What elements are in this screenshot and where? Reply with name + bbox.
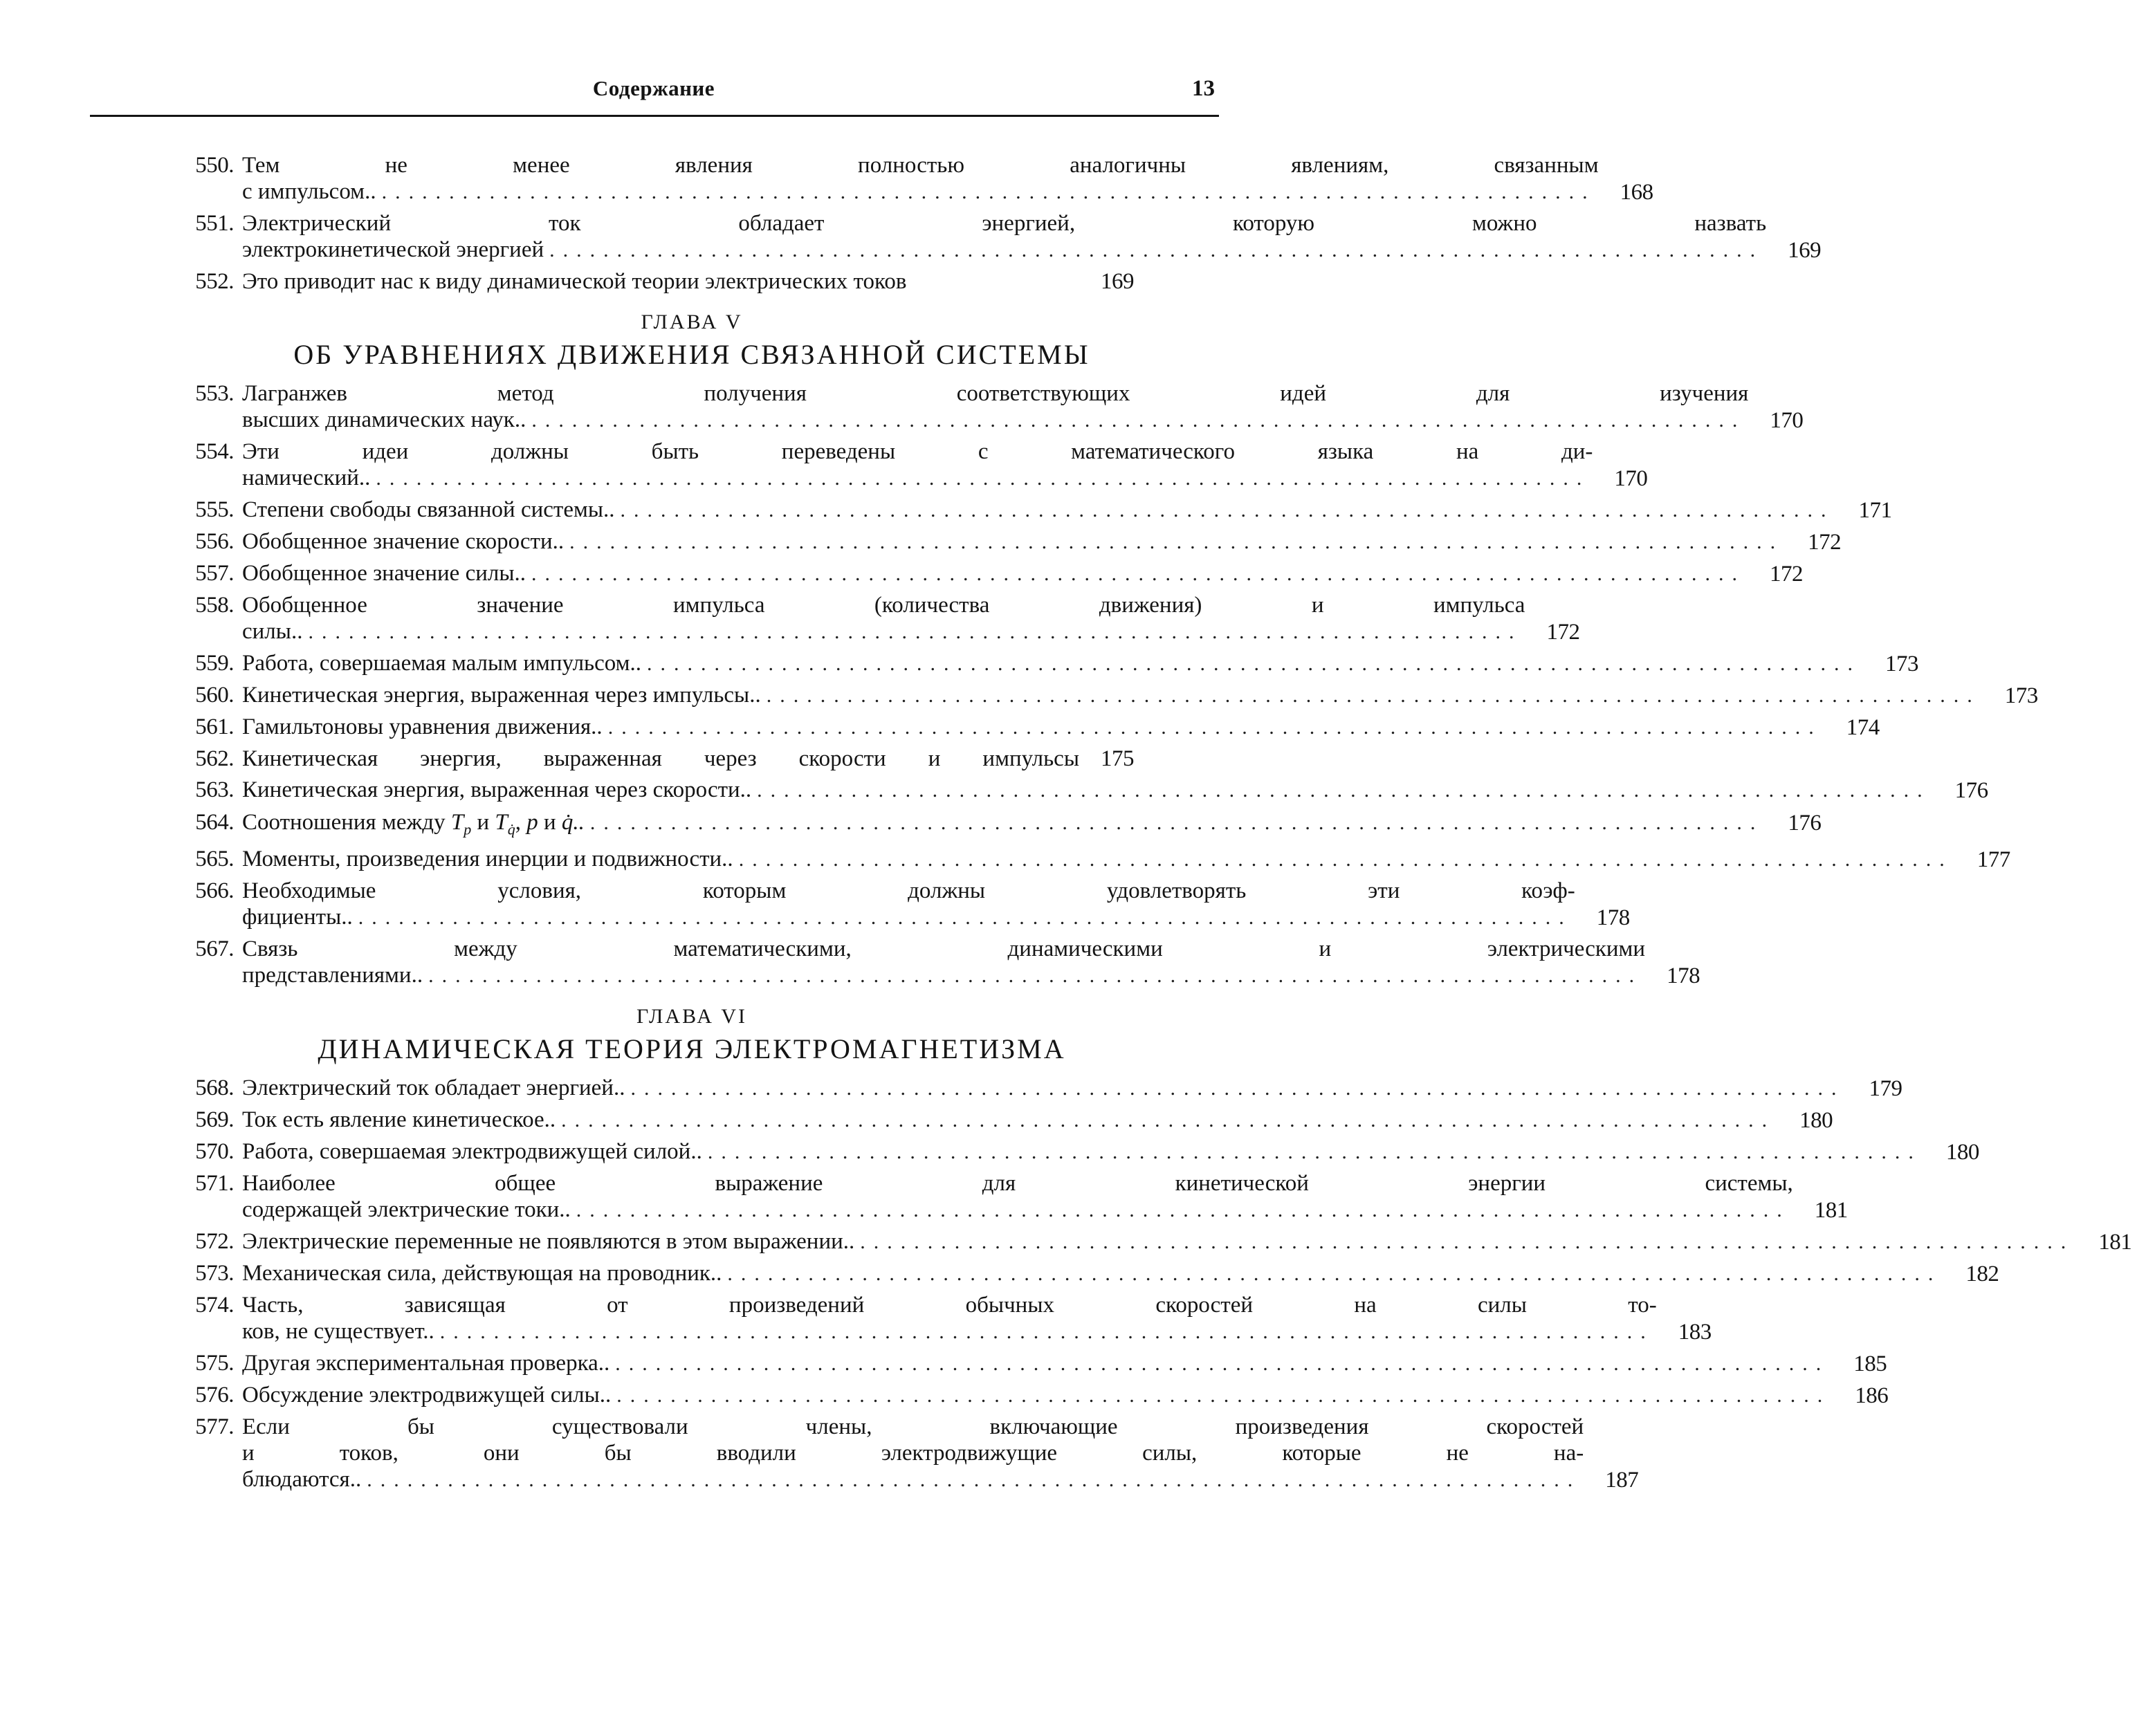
entry-body xyxy=(242,152,1668,205)
entry-page: 178 xyxy=(1596,905,1630,930)
dot-leader: .......................................................................................... xyxy=(646,652,1861,675)
toc-entry[interactable] xyxy=(166,1260,1999,1287)
entry-body xyxy=(242,809,1835,836)
entry-title-last-line: Ток есть явление кинетическое.. xyxy=(242,1107,556,1132)
entry-title-line: Необходимые условия, которым должны удовлетворять эти коэф- xyxy=(242,878,1575,903)
entry-page: 182 xyxy=(1965,1262,1999,1286)
entry-number: 551. xyxy=(195,211,234,236)
entry-title-last-line: Работа, совершаемая малым импульсом.. xyxy=(242,651,641,676)
entry-title: Кинетическая энергия, выраженная через скорости.. xyxy=(242,777,752,802)
toc-entry[interactable] xyxy=(166,497,1892,524)
math-T: T xyxy=(450,810,464,835)
entry-title-last-line: Гамильтоновы уравнения движения.. xyxy=(242,714,603,739)
entry-page: 179 xyxy=(1869,1076,1902,1101)
entry-body xyxy=(242,650,1933,677)
dot-leader: .......................................................................................... xyxy=(549,239,1764,261)
entry-number: 575. xyxy=(195,1351,234,1376)
entry-number: 573. xyxy=(195,1261,234,1286)
chapter-label: ГЛАВА V xyxy=(641,311,743,333)
toc-group-4 xyxy=(166,1075,2132,1493)
entry-title-line: Если бы существовали члены, включающие произведения скоростей xyxy=(242,1414,1584,1439)
entry-title-last-line: ков, не существует.. xyxy=(242,1319,434,1344)
toc-entry[interactable] xyxy=(166,528,1842,555)
entry-number: 574. xyxy=(195,1293,234,1318)
toc-entry[interactable] xyxy=(166,1382,1889,1409)
entry-title-last-line: Другая экспериментальная проверка.. xyxy=(242,1351,610,1376)
entry-title-last-line: Работа, совершаемая электродвижущей силой.. xyxy=(242,1139,702,1164)
entry-title: Это приводит нас к виду динамической теории электрических токов xyxy=(242,269,907,294)
dot-leader: .......................................................................................... xyxy=(569,530,1784,553)
entry-number: 556. xyxy=(195,529,234,554)
entry-title-last-line: электрокинетической энергией xyxy=(242,237,544,262)
entry-page: 183 xyxy=(1678,1320,1712,1345)
chapter-heading-5 xyxy=(235,308,1148,373)
toc-entry[interactable] xyxy=(166,152,1653,205)
dot-leader: .......................................................................................... xyxy=(531,562,1746,585)
entry-page: 172 xyxy=(1770,562,1804,587)
entry-title-last-line: намический.. xyxy=(242,465,371,490)
entry-number: 568. xyxy=(195,1075,234,1100)
entry-number: 570. xyxy=(195,1139,234,1164)
toc-entry[interactable] xyxy=(166,746,1148,772)
toc-group-3 xyxy=(166,846,2010,989)
entry-body xyxy=(242,1382,1902,1409)
entry-page: 177 xyxy=(1977,847,2010,872)
entry-page: 170 xyxy=(1770,408,1804,433)
entry-body xyxy=(242,497,1907,524)
entry-body xyxy=(242,268,1148,295)
entry-number: 571. xyxy=(195,1171,234,1196)
entry-page: 187 xyxy=(1605,1468,1639,1493)
dot-leader: .......................................................................................... xyxy=(381,181,1596,203)
dot-leader: .......................................................................................... xyxy=(630,1077,1845,1100)
dot-leader: .......................................................................................... xyxy=(531,409,1746,432)
dot-leader: .......................................................................................... xyxy=(358,906,1572,929)
entry-number: 564. xyxy=(195,810,234,835)
dot-leader: .......................................................................................... xyxy=(439,1320,1654,1343)
table-of-contents xyxy=(166,152,2132,1498)
entry-body xyxy=(242,592,1594,645)
toc-entry[interactable] xyxy=(166,878,1630,931)
toc-entry[interactable] xyxy=(166,809,1822,838)
entry-title-last-line: Обобщенное значение скорости.. xyxy=(242,529,565,554)
toc-entry[interactable] xyxy=(166,1170,1848,1223)
entry-number: 558. xyxy=(195,593,234,618)
chapter-label: ГЛАВА VI xyxy=(636,1005,748,1028)
entry-number: 563. xyxy=(195,777,234,802)
entry-title-last-line: силы.. xyxy=(242,619,303,644)
entry-page: 168 xyxy=(1620,180,1653,205)
entry-title-last-line: представлениями.. xyxy=(242,963,423,988)
entry-body xyxy=(242,560,1817,587)
toc-entry[interactable] xyxy=(166,380,1804,434)
entry-number: 567. xyxy=(195,936,234,961)
entry-title-line: и токов, они бы вводили электродвижущие силы, которые не на- xyxy=(242,1441,1584,1466)
toc-group-1 xyxy=(166,152,1822,264)
toc-entry[interactable] xyxy=(166,1107,1833,1134)
entry-page: 169 xyxy=(1101,269,1134,294)
toc-entry[interactable] xyxy=(166,714,1880,741)
toc-entry[interactable] xyxy=(166,1350,1887,1377)
conjunction: и xyxy=(477,810,490,835)
entry-number: 560. xyxy=(195,683,234,708)
entry-body xyxy=(242,1350,1901,1377)
toc-entry[interactable] xyxy=(166,438,1648,492)
entry-title-line: Электрический ток обладает энергией, которую можно назвать xyxy=(242,211,1767,236)
running-head-title: Содержание xyxy=(592,76,715,100)
entry-body xyxy=(242,210,1835,264)
dot-leader: .......................................................................................... xyxy=(367,1468,1581,1491)
entry-body xyxy=(242,936,1714,989)
entry-title-line: Тем не менее явления полностью аналогичны явлениям, связанным xyxy=(242,153,1599,178)
chapter-heading-6 xyxy=(235,1003,1148,1068)
entry-body xyxy=(242,380,1817,434)
entry-page: 173 xyxy=(2004,683,2038,708)
toc-entry[interactable] xyxy=(166,1075,1902,1102)
entry-page: 181 xyxy=(2098,1230,2132,1255)
entry-title-last-line: Кинетическая энергия, выраженная через импульсы.. xyxy=(242,683,761,708)
entry-body xyxy=(242,528,1855,555)
entry-number: 555. xyxy=(195,497,234,522)
entry-title-line: Часть, зависящая от произведений обычных скоростей на силы то- xyxy=(242,1293,1657,1318)
conjunction: и xyxy=(543,810,556,835)
dot-leader: .......................................................................................... xyxy=(860,1230,2075,1253)
entry-body xyxy=(242,1107,1847,1134)
entry-number: 554. xyxy=(195,439,234,464)
entry-number: 566. xyxy=(195,878,234,903)
toc-entry[interactable] xyxy=(166,1292,1712,1345)
chapter-title: ОБ УРАВНЕНИЯХ ДВИЖЕНИЯ СВЯЗАННОЙ СИСТЕМЫ xyxy=(293,339,1090,370)
toc-entry[interactable] xyxy=(166,210,1822,264)
entry-page: 180 xyxy=(1945,1140,1979,1165)
math-qdot: q̇.. xyxy=(561,810,585,835)
entry-text: Соотношения между xyxy=(242,810,446,835)
page-number: 13 xyxy=(1192,76,1215,101)
running-head xyxy=(90,76,1218,111)
toc-entry[interactable] xyxy=(166,846,2010,873)
toc-entry[interactable] xyxy=(166,650,1918,677)
math-p: p xyxy=(526,810,538,835)
entry-number: 565. xyxy=(195,847,234,871)
entry-page: 169 xyxy=(1788,238,1822,263)
math-T-dot: T xyxy=(495,810,508,835)
toc-entry[interactable] xyxy=(166,777,1988,804)
entry-title-last-line: высших динамических наук.. xyxy=(242,407,526,432)
dot-leader: .......................................................................................... xyxy=(615,1352,1830,1375)
entry-title-line: Наиболее общее выражение для кинетической энергии системы, xyxy=(242,1171,1793,1196)
entry-title-line: Связь между математическими, динамическими и электрическими xyxy=(242,936,1646,961)
dot-leader: ....................................................................................... xyxy=(757,779,1931,802)
entry-page: 180 xyxy=(1799,1108,1833,1133)
entry-page: 175 xyxy=(1101,746,1134,771)
dot-leader: .......................................................................................... xyxy=(607,716,1822,739)
entry-body xyxy=(242,846,2025,873)
entry-page: 181 xyxy=(1814,1198,1848,1223)
entry-body xyxy=(242,777,2003,804)
entry-title-last-line: Моменты, произведения инерции и подвижности.. xyxy=(242,847,733,871)
entry-body xyxy=(242,1414,1653,1493)
dot-leader: .......................................................................................... xyxy=(727,1262,1942,1285)
entry-body xyxy=(242,1138,1994,1165)
dot-leader: .......................................................................................... xyxy=(707,1141,1922,1163)
entry-number: 561. xyxy=(195,714,234,739)
entry-body xyxy=(242,1292,1726,1345)
entry-title-last-line: Обсуждение электродвижущей силы.. xyxy=(242,1383,612,1407)
entry-number: 553. xyxy=(195,381,234,406)
entry-page: 176 xyxy=(1954,778,1988,803)
dot-leader: .......................................................................................... xyxy=(561,1109,1776,1132)
entry-title-line: Лагранжев метод получения соответствующих идей для изучения xyxy=(242,381,1749,406)
entry-page: 172 xyxy=(1546,620,1580,645)
entry-title-line: Эти идеи должны быть переведены с математического языка на ди- xyxy=(242,439,1593,464)
header-rule xyxy=(90,115,1219,117)
math-sub-qdot: q̇ xyxy=(507,820,515,838)
entry-body xyxy=(242,878,1644,931)
entry-title-last-line: фициенты.. xyxy=(242,905,353,930)
entry-title-last-line: содержащей электрические токи.. xyxy=(242,1197,571,1222)
comma: , xyxy=(515,810,521,835)
entry-page: 174 xyxy=(1846,715,1880,740)
dot-leader: .......................................................................................... xyxy=(308,620,1523,643)
entry-body xyxy=(242,438,1662,492)
dot-leader: .......................................................................................... xyxy=(428,964,1643,987)
entry-title-last-line: Электрические переменные не появляются в этом выражении.. xyxy=(242,1229,855,1254)
entry-title-last-line: Электрический ток обладает энергией.. xyxy=(242,1075,625,1100)
entry-page: 170 xyxy=(1614,466,1648,491)
chapter-title: ДИНАМИЧЕСКАЯ ТЕОРИЯ ЭЛЕКТРОМАГНЕТИЗМА xyxy=(318,1033,1066,1064)
dot-leader: .......................................................................................... xyxy=(738,848,1953,871)
toc-entry[interactable] xyxy=(166,592,1580,645)
toc-entry[interactable] xyxy=(166,682,2038,709)
dot-leader: .......................................................................................... xyxy=(576,1199,1790,1221)
dot-leader: ....................................................................................... xyxy=(589,811,1764,834)
entry-body xyxy=(242,682,2053,709)
toc-entry[interactable] xyxy=(166,1228,2132,1255)
entry-body xyxy=(242,746,1148,772)
entry-title: Кинетическая энергия, выраженная через скорости и импульсы xyxy=(242,746,1079,771)
entry-body xyxy=(242,1228,2146,1255)
entry-number: 550. xyxy=(195,153,234,178)
entry-title-last-line: с импульсом.. xyxy=(242,179,376,204)
dot-leader: .......................................................................................... xyxy=(616,1384,1831,1407)
math-sub-p: p xyxy=(464,820,472,838)
entry-page: 171 xyxy=(1858,498,1892,523)
entry-number: 562. xyxy=(195,746,234,771)
entry-number: 576. xyxy=(195,1383,234,1407)
entry-body xyxy=(242,1260,2013,1287)
entry-title-line: Обобщенное значение импульса (количества движения) и импульса xyxy=(242,593,1525,618)
entry-body xyxy=(242,714,1894,741)
entry-page: 172 xyxy=(1808,530,1842,555)
entry-title-last-line: блюдаются.. xyxy=(242,1467,362,1492)
toc-entry[interactable] xyxy=(166,1138,1979,1165)
entry-number: 572. xyxy=(195,1229,234,1254)
entry-title xyxy=(242,809,585,838)
toc-entry[interactable] xyxy=(166,560,1804,587)
entry-number: 569. xyxy=(195,1107,234,1132)
toc-group-2 xyxy=(166,380,2038,741)
entry-page: 178 xyxy=(1667,963,1700,988)
dot-leader: .......................................................................................... xyxy=(376,467,1590,490)
toc-entry[interactable] xyxy=(166,1414,1639,1493)
entry-title-last-line: Механическая сила, действующая на проводник.. xyxy=(242,1261,722,1286)
entry-page: 176 xyxy=(1788,811,1822,835)
entry-body xyxy=(242,1075,1916,1102)
entry-title-last-line: Обобщенное значение силы.. xyxy=(242,561,526,586)
entry-number: 559. xyxy=(195,651,234,676)
toc-entry[interactable] xyxy=(166,268,1148,295)
dot-leader: .......................................................................................... xyxy=(766,684,1981,707)
toc-entry[interactable] xyxy=(166,936,1700,989)
entry-number: 577. xyxy=(195,1414,234,1439)
entry-number: 552. xyxy=(195,269,234,294)
entry-page: 173 xyxy=(1884,652,1918,676)
dot-leader: .......................................................................................... xyxy=(620,499,1835,521)
entry-number: 557. xyxy=(195,561,234,586)
entry-body xyxy=(242,1170,1862,1223)
entry-page: 185 xyxy=(1853,1351,1887,1376)
entry-title-last-line: Степени свободы связанной системы.. xyxy=(242,497,615,522)
entry-page: 186 xyxy=(1855,1383,1889,1408)
